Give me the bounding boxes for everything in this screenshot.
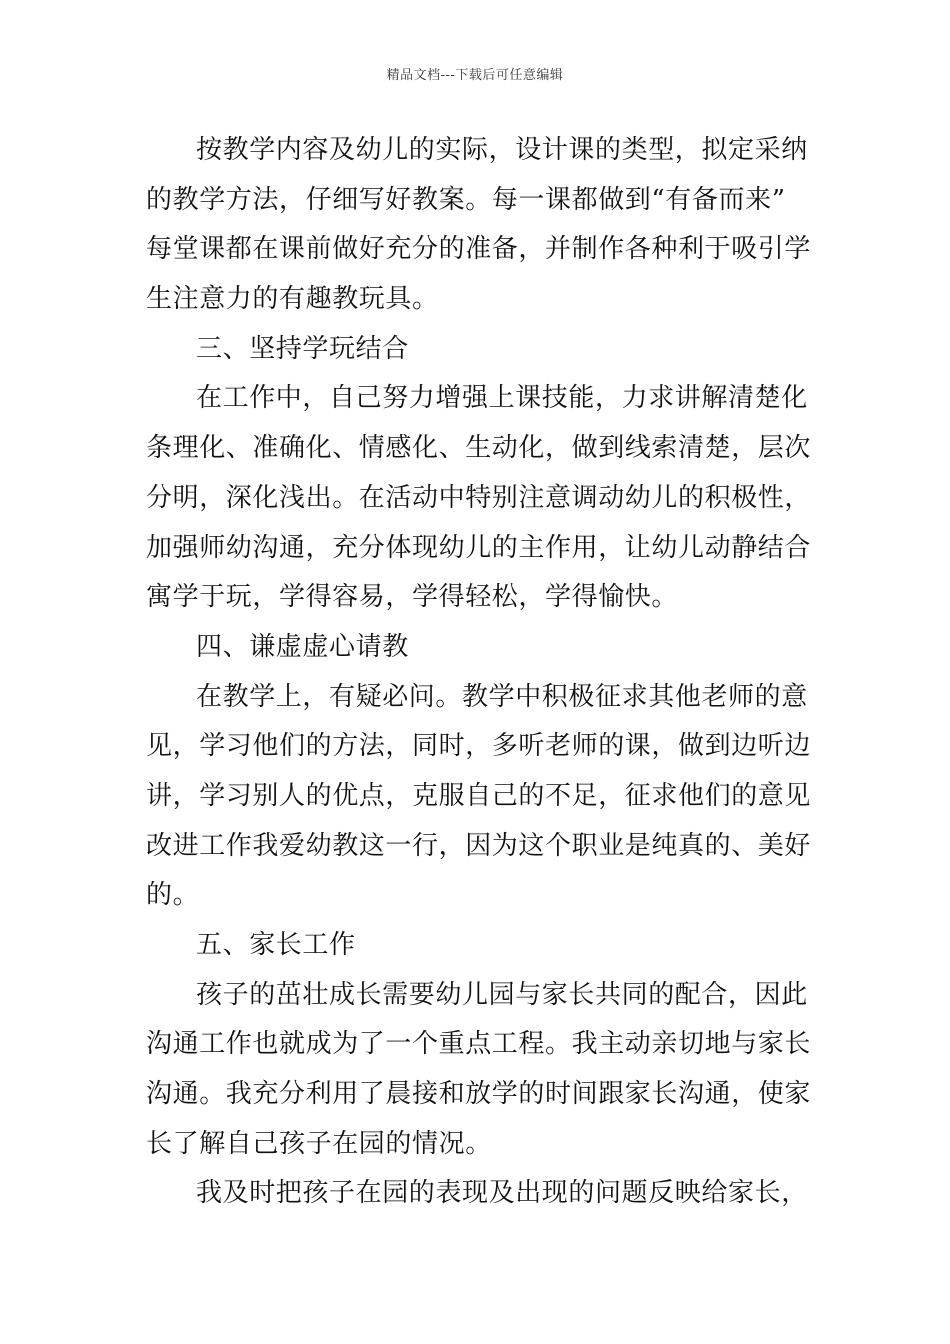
paragraph-line: 长了解自己孩子在园的情况。 (146, 1129, 492, 1159)
paragraph-line: 在工作中，自己努力增强上课技能，力求讲解清楚化 (196, 383, 808, 413)
section-heading: 五、家长工作 (196, 930, 356, 960)
paragraph-line: 的教学方法，仔细写好教案。每一课都做到“有备而来” (146, 185, 786, 215)
paragraph-line: 改进工作我爱幼教这一行，因为这个职业是纯真的、美好 (146, 831, 812, 861)
paragraph-line: 讲，学习别人的优点，克服自己的不足，征求他们的意见 (146, 781, 812, 811)
page-header: 精品文档---下载后可任意编辑 (386, 68, 564, 83)
paragraph-line: 的。 (146, 880, 200, 910)
paragraph-line: 我及时把孩子在园的表现及出现的问题反映给家长， (196, 1178, 808, 1208)
paragraph-line: 孩子的茁壮成长需要幼儿园与家长共同的配合，因此 (196, 980, 808, 1010)
paragraph-line: 每堂课都在课前做好充分的准备，并制作各种利于吸引学 (146, 234, 812, 264)
section-heading: 四、谦虚虚心请教 (196, 632, 409, 662)
paragraph-line: 在教学上，有疑必问。教学中积极征求其他老师的意 (196, 682, 808, 712)
paragraph-line: 沟通工作也就成为了一个重点工程。我主动亲切地与家长 (146, 1029, 812, 1059)
paragraph-line: 见，学习他们的方法，同时，多听老师的课，做到边听边 (146, 731, 812, 761)
paragraph-line: 分明，深化浅出。在活动中特别注意调动幼儿的积极性， (146, 483, 812, 513)
paragraph-line: 生注意力的有趣教玩具。 (146, 284, 439, 314)
paragraph-line: 条理化、准确化、情感化、生动化，做到线索清楚，层次 (146, 433, 812, 463)
section-heading: 三、坚持学玩结合 (196, 334, 409, 364)
paragraph-line: 沟通。我充分利用了晨接和放学的时间跟家长沟通，使家 (146, 1079, 812, 1109)
paragraph-line: 寓学于玩，学得容易，学得轻松，学得愉快。 (146, 582, 679, 612)
paragraph-line: 加强师幼沟通，充分体现幼儿的主作用，让幼儿动静结合 (146, 533, 812, 563)
paragraph-line: 按教学内容及幼儿的实际，设计课的类型，拟定采纳 (196, 135, 808, 165)
